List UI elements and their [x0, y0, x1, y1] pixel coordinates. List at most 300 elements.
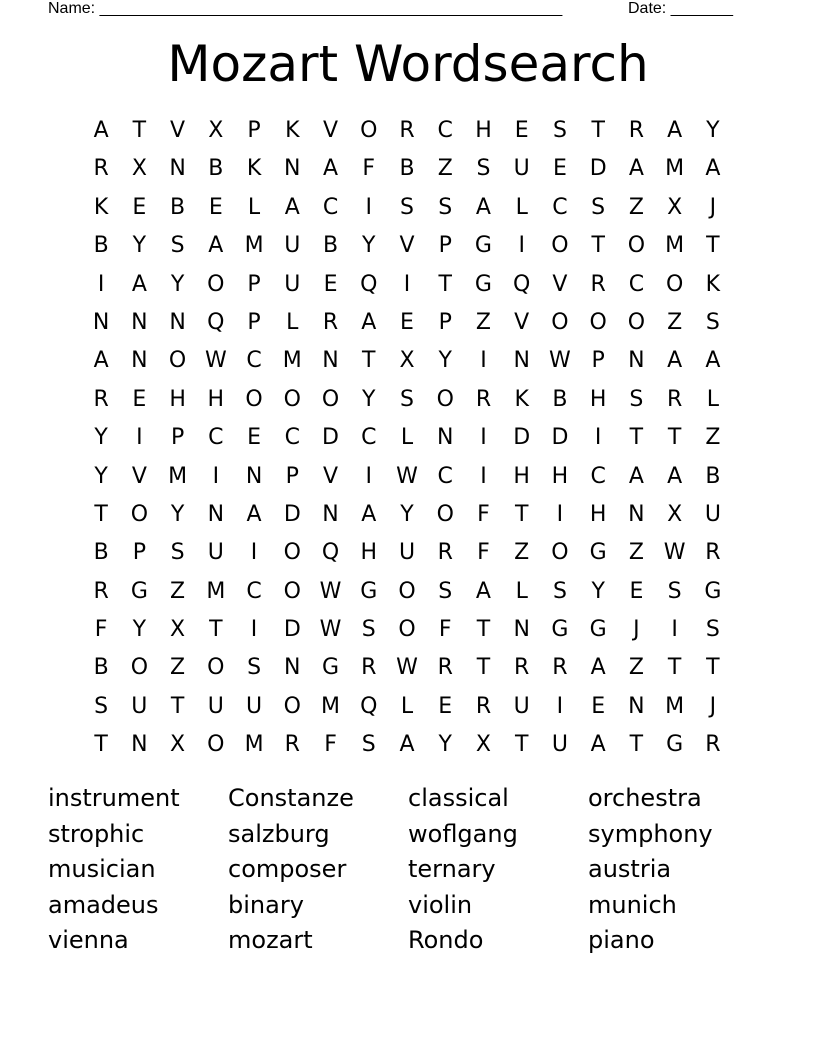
grid-letter: A	[361, 501, 377, 527]
grid-letter: Q	[360, 693, 378, 719]
grid-row	[82, 688, 732, 726]
word-bank-item: orchestra	[588, 784, 702, 812]
grid-letter: Q	[360, 271, 378, 297]
grid-letter: U	[207, 693, 224, 719]
grid-letter: P	[247, 309, 261, 335]
grid-letter: E	[132, 386, 147, 412]
grid-letter: H	[169, 386, 186, 412]
letter-grid	[82, 112, 732, 765]
grid-letter: A	[246, 501, 262, 527]
grid-letter: O	[398, 578, 416, 604]
grid-letter: N	[628, 348, 645, 374]
grid-letter: Y	[362, 233, 376, 259]
grid-letter: S	[170, 233, 185, 259]
grid-letter: O	[665, 271, 684, 297]
grid-letter: X	[170, 617, 186, 643]
grid-letter: C	[437, 118, 453, 143]
grid-letter: S	[400, 194, 414, 220]
grid-letter: Z	[514, 540, 530, 566]
grid-letter: S	[400, 386, 414, 412]
grid-letter: N	[628, 693, 645, 719]
word-bank-item: Rondo	[408, 926, 484, 954]
word-bank-item: ternary	[408, 855, 496, 883]
grid-letter: E	[400, 309, 414, 335]
grid-letter: O	[436, 501, 454, 527]
grid-letter: A	[399, 732, 415, 758]
grid-letter: U	[398, 540, 416, 566]
word-bank-item: munich	[588, 890, 677, 919]
grid-letter: N	[284, 655, 301, 681]
grid-letter: F	[477, 501, 490, 527]
grid-letter: Q	[207, 309, 225, 335]
grid-letter: R	[284, 732, 300, 758]
grid-letter: E	[323, 271, 338, 297]
grid-letter: Q	[321, 540, 340, 566]
grid-letter: K	[93, 194, 109, 220]
grid-row	[82, 611, 732, 649]
grid-letter: R	[590, 271, 606, 297]
grid-letter: E	[247, 425, 261, 451]
grid-letter: O	[130, 501, 149, 527]
grid-letter: P	[438, 233, 452, 259]
grid-letter: I	[556, 501, 564, 527]
grid-letter: S	[438, 578, 453, 604]
grid-letter: R	[705, 732, 721, 758]
grid-letter: W	[396, 463, 418, 489]
grid-letter: M	[321, 693, 341, 719]
grid-letter: N	[92, 309, 110, 335]
grid-letter: U	[704, 501, 721, 527]
header-fields	[48, 0, 748, 20]
grid-letter: Z	[628, 194, 644, 220]
word-column	[588, 781, 768, 959]
grid-letter: F	[438, 617, 452, 643]
grid-letter: N	[131, 348, 148, 374]
word-bank-item: strophic	[48, 819, 145, 848]
grid-letter: M	[206, 578, 226, 604]
grid-letter: O	[627, 233, 646, 259]
grid-letter: T	[667, 655, 682, 681]
grid-letter: O	[589, 309, 607, 335]
grid-letter: B	[93, 233, 109, 259]
grid-letter: I	[403, 271, 411, 297]
grid-letter: A	[93, 348, 109, 374]
grid-letter: B	[170, 194, 186, 220]
grid-letter: D	[322, 425, 339, 451]
word-bank-item: instrument	[48, 784, 180, 812]
grid-letter: C	[628, 271, 645, 297]
grid-letter: N	[207, 501, 225, 527]
grid-letter: X	[170, 732, 186, 758]
grid-letter: E	[591, 693, 606, 719]
grid-letter: B	[93, 655, 109, 681]
word-bank-item: musician	[48, 855, 156, 883]
grid-letter: C	[246, 348, 262, 374]
grid-letter: T	[476, 655, 491, 681]
grid-letter: N	[628, 501, 645, 527]
grid-letter: S	[476, 156, 491, 182]
grid-letter: E	[552, 156, 567, 182]
grid-letter: X	[208, 118, 224, 143]
grid-letter: A	[131, 271, 147, 297]
grid-letter: I	[250, 617, 258, 643]
grid-row	[82, 381, 732, 419]
grid-letter: S	[667, 578, 682, 604]
word-bank-item: mozart	[228, 926, 313, 954]
grid-letter: N	[169, 309, 186, 335]
grid-letter: P	[438, 309, 452, 335]
grid-row	[82, 496, 732, 534]
grid-letter: V	[552, 271, 568, 297]
word-bank-item: symphony	[588, 819, 713, 848]
grid-letter: H	[589, 386, 607, 412]
grid-letter: O	[168, 348, 187, 374]
grid-letter: L	[515, 194, 528, 220]
grid-letter: T	[514, 732, 529, 758]
grid-letter: V	[322, 463, 339, 489]
grid-letter: B	[322, 233, 339, 259]
grid-letter: C	[437, 463, 453, 489]
grid-letter: N	[513, 617, 530, 643]
grid-letter: Y	[400, 501, 414, 527]
grid-letter: X	[131, 156, 147, 182]
grid-letter: U	[284, 271, 301, 297]
grid-letter: M	[168, 463, 188, 489]
grid-letter: V	[514, 309, 530, 335]
grid-letter: R	[437, 655, 453, 681]
grid-letter: O	[551, 233, 569, 259]
word-bank	[48, 781, 788, 959]
grid-letter: R	[93, 386, 109, 412]
grid-letter: A	[667, 118, 683, 143]
grid-letter: F	[362, 156, 376, 182]
grid-letter: N	[284, 156, 301, 182]
grid-letter: I	[365, 194, 372, 220]
grid-letter: S	[552, 578, 567, 604]
grid-letter: M	[665, 233, 685, 259]
grid-letter: N	[169, 156, 186, 182]
grid-letter: D	[283, 617, 301, 643]
grid-letter: O	[551, 309, 569, 335]
grid-letter: Z	[170, 578, 186, 604]
grid-letter: U	[513, 693, 530, 719]
grid-letter: G	[666, 732, 684, 758]
grid-letter: X	[399, 348, 415, 374]
grid-letter: R	[475, 386, 492, 412]
grid-row	[82, 573, 732, 611]
grid-letter: J	[709, 194, 717, 220]
grid-letter: R	[322, 309, 339, 335]
grid-letter: U	[246, 693, 263, 719]
grid-letter: X	[667, 194, 683, 220]
grid-letter: S	[705, 309, 720, 335]
grid-letter: I	[480, 425, 487, 451]
grid-letter: L	[515, 578, 528, 604]
grid-letter: S	[552, 118, 567, 143]
grid-letter: Y	[132, 617, 147, 643]
grid-letter: N	[322, 348, 339, 374]
grid-letter: P	[591, 348, 605, 374]
grid-row	[82, 534, 732, 572]
grid-letter: Y	[362, 386, 376, 412]
grid-row	[82, 227, 732, 265]
grid-letter: A	[667, 463, 683, 489]
grid-letter: T	[706, 655, 720, 681]
grid-letter: N	[131, 309, 148, 335]
grid-row	[82, 189, 732, 227]
grid-letter: C	[284, 425, 300, 451]
grid-letter: P	[170, 425, 185, 451]
grid-letter: I	[556, 693, 564, 719]
grid-letter: J	[633, 617, 640, 643]
grid-letter: G	[474, 233, 492, 259]
grid-letter: O	[360, 118, 378, 143]
grid-letter: E	[629, 578, 644, 604]
grid-letter: A	[590, 732, 606, 758]
grid-letter: Z	[667, 309, 683, 335]
grid-letter: R	[514, 655, 530, 681]
grid-letter: O	[245, 386, 263, 412]
name-field-label: Name: ____________________________________________________	[48, 0, 563, 17]
grid-letter: T	[132, 118, 147, 143]
grid-letter: Z	[475, 309, 491, 335]
grid-letter: S	[591, 194, 606, 220]
word-bank-item: amadeus	[48, 890, 159, 919]
grid-letter: Z	[628, 540, 644, 566]
grid-letter: Y	[94, 463, 108, 489]
grid-letter: T	[629, 425, 644, 451]
grid-letter: B	[208, 156, 224, 182]
grid-letter: B	[705, 463, 721, 489]
grid-letter: X	[667, 501, 683, 527]
grid-letter: I	[594, 425, 602, 451]
grid-letter: M	[282, 348, 302, 374]
grid-row	[82, 458, 732, 496]
grid-letter: F	[477, 540, 490, 566]
grid-letter: N	[436, 425, 454, 451]
word-column	[228, 781, 408, 959]
grid-letter: H	[589, 501, 607, 527]
grid-letter: G	[704, 578, 722, 604]
word-bank-item: woflgang	[408, 819, 518, 848]
grid-letter: E	[132, 194, 147, 220]
grid-letter: H	[207, 386, 225, 412]
grid-letter: M	[665, 156, 685, 182]
word-bank-item: austria	[588, 855, 672, 883]
grid-letter: S	[629, 386, 644, 412]
word-bank-item: binary	[228, 890, 304, 919]
grid-letter: A	[93, 118, 109, 143]
grid-letter: T	[170, 693, 185, 719]
grid-letter: W	[319, 617, 342, 643]
grid-letter: A	[628, 463, 644, 489]
grid-letter: N	[513, 348, 530, 374]
grid-letter: H	[551, 463, 569, 489]
grid-letter: E	[438, 693, 453, 719]
grid-letter: O	[207, 271, 225, 297]
grid-letter: I	[136, 425, 143, 451]
grid-letter: A	[208, 233, 224, 259]
word-bank-item: vienna	[48, 926, 129, 954]
grid-letter: P	[285, 463, 299, 489]
grid-letter: R	[628, 118, 645, 143]
grid-letter: A	[284, 194, 300, 220]
grid-letter: Q	[513, 271, 531, 297]
grid-letter: U	[131, 693, 148, 719]
grid-letter: O	[398, 617, 416, 643]
page-title: Mozart Wordsearch	[167, 35, 649, 93]
grid-row	[82, 304, 732, 342]
grid-letter: S	[361, 732, 376, 758]
grid-letter: O	[321, 386, 340, 412]
word-bank-item: salzburg	[228, 819, 330, 848]
grid-letter: R	[93, 578, 109, 604]
grid-letter: N	[245, 463, 263, 489]
grid-letter: F	[94, 617, 108, 643]
grid-letter: G	[589, 617, 607, 643]
grid-letter: C	[552, 194, 568, 220]
grid-letter: R	[475, 693, 492, 719]
grid-row	[82, 419, 732, 457]
grid-letter: U	[513, 156, 530, 182]
grid-letter: E	[514, 118, 529, 143]
grid-letter: M	[244, 233, 264, 259]
grid-letter: C	[590, 463, 606, 489]
grid-letter: U	[207, 540, 224, 566]
grid-letter: L	[247, 194, 261, 220]
word-column	[408, 781, 588, 959]
word-bank-item: classical	[408, 784, 509, 812]
grid-letter: A	[705, 348, 721, 374]
grid-letter: Y	[591, 578, 605, 604]
grid-letter: P	[247, 118, 261, 143]
grid-letter: I	[250, 540, 258, 566]
grid-letter: J	[709, 693, 717, 719]
grid-letter: T	[94, 732, 108, 758]
grid-letter: W	[549, 348, 571, 374]
grid-row	[82, 150, 732, 188]
grid-letter: S	[705, 617, 720, 643]
grid-letter: R	[399, 118, 415, 143]
grid-row	[82, 266, 732, 304]
grid-letter: C	[322, 194, 339, 220]
grid-letter: O	[283, 693, 301, 719]
grid-letter: O	[207, 655, 225, 681]
grid-letter: W	[396, 655, 418, 681]
grid-letter: I	[480, 463, 487, 489]
grid-letter: I	[480, 348, 487, 374]
grid-letter: R	[705, 540, 721, 566]
grid-letter: D	[551, 425, 569, 451]
grid-letter: D	[589, 156, 607, 182]
grid-letter: T	[362, 348, 376, 374]
grid-letter: G	[321, 655, 340, 681]
grid-letter: M	[665, 693, 685, 719]
grid-letter: O	[551, 540, 569, 566]
grid-letter: Z	[628, 655, 644, 681]
word-bank-item: composer	[228, 855, 347, 883]
grid-letter: K	[514, 386, 529, 412]
grid-letter: A	[667, 348, 683, 374]
grid-letter: G	[130, 578, 148, 604]
grid-letter: I	[671, 617, 678, 643]
grid-letter: T	[591, 233, 605, 259]
grid-letter: N	[322, 501, 339, 527]
grid-row	[82, 112, 732, 150]
grid-letter: S	[438, 194, 453, 220]
grid-letter: R	[666, 386, 683, 412]
grid-letter: I	[97, 271, 105, 297]
grid-letter: R	[437, 540, 453, 566]
grid-letter: B	[552, 386, 568, 412]
grid-letter: A	[322, 156, 339, 182]
grid-letter: C	[208, 425, 224, 451]
grid-letter: A	[628, 156, 644, 182]
grid-letter: B	[93, 540, 109, 566]
grid-letter: V	[322, 118, 339, 143]
grid-letter: N	[131, 732, 148, 758]
grid-letter: V	[131, 463, 147, 489]
grid-letter: S	[361, 617, 376, 643]
grid-letter: I	[212, 463, 220, 489]
grid-letter: H	[513, 463, 530, 489]
grid-letter: O	[283, 578, 301, 604]
grid-letter: T	[438, 271, 452, 297]
grid-letter: T	[514, 501, 529, 527]
grid-letter: T	[706, 233, 720, 259]
grid-letter: S	[94, 693, 109, 719]
word-bank-item: violin	[408, 890, 473, 919]
grid-letter: U	[551, 732, 568, 758]
grid-letter: Z	[170, 655, 186, 681]
grid-letter: T	[629, 732, 644, 758]
grid-letter: P	[247, 271, 261, 297]
grid-letter: X	[475, 732, 491, 758]
grid-letter: I	[518, 233, 525, 259]
grid-letter: A	[475, 194, 491, 220]
grid-row	[82, 649, 732, 687]
grid-letter: Y	[132, 233, 147, 259]
grid-letter: Y	[170, 501, 185, 527]
grid-letter: Z	[437, 156, 453, 182]
grid-letter: W	[663, 540, 686, 566]
grid-letter: E	[208, 194, 223, 220]
grid-letter: O	[283, 540, 301, 566]
grid-letter: C	[361, 425, 377, 451]
grid-letter: M	[244, 732, 264, 758]
grid-letter: T	[94, 501, 108, 527]
grid-letter: I	[365, 463, 372, 489]
grid-letter: V	[399, 233, 415, 259]
grid-letter: B	[399, 156, 415, 182]
grid-letter: Z	[705, 425, 721, 451]
grid-letter: A	[590, 655, 606, 681]
grid-letter: R	[93, 156, 109, 182]
grid-letter: V	[170, 118, 186, 143]
word-bank-item: Constanze	[228, 784, 354, 812]
grid-letter: G	[589, 540, 607, 566]
grid-letter: O	[627, 309, 646, 335]
grid-letter: G	[360, 578, 378, 604]
grid-row	[82, 726, 732, 764]
word-bank-item: piano	[588, 926, 655, 954]
grid-letter: H	[360, 540, 378, 566]
grid-letter: L	[286, 309, 299, 335]
grid-letter: S	[170, 540, 185, 566]
grid-row	[82, 342, 732, 380]
grid-letter: T	[476, 617, 491, 643]
grid-letter: T	[591, 118, 605, 143]
